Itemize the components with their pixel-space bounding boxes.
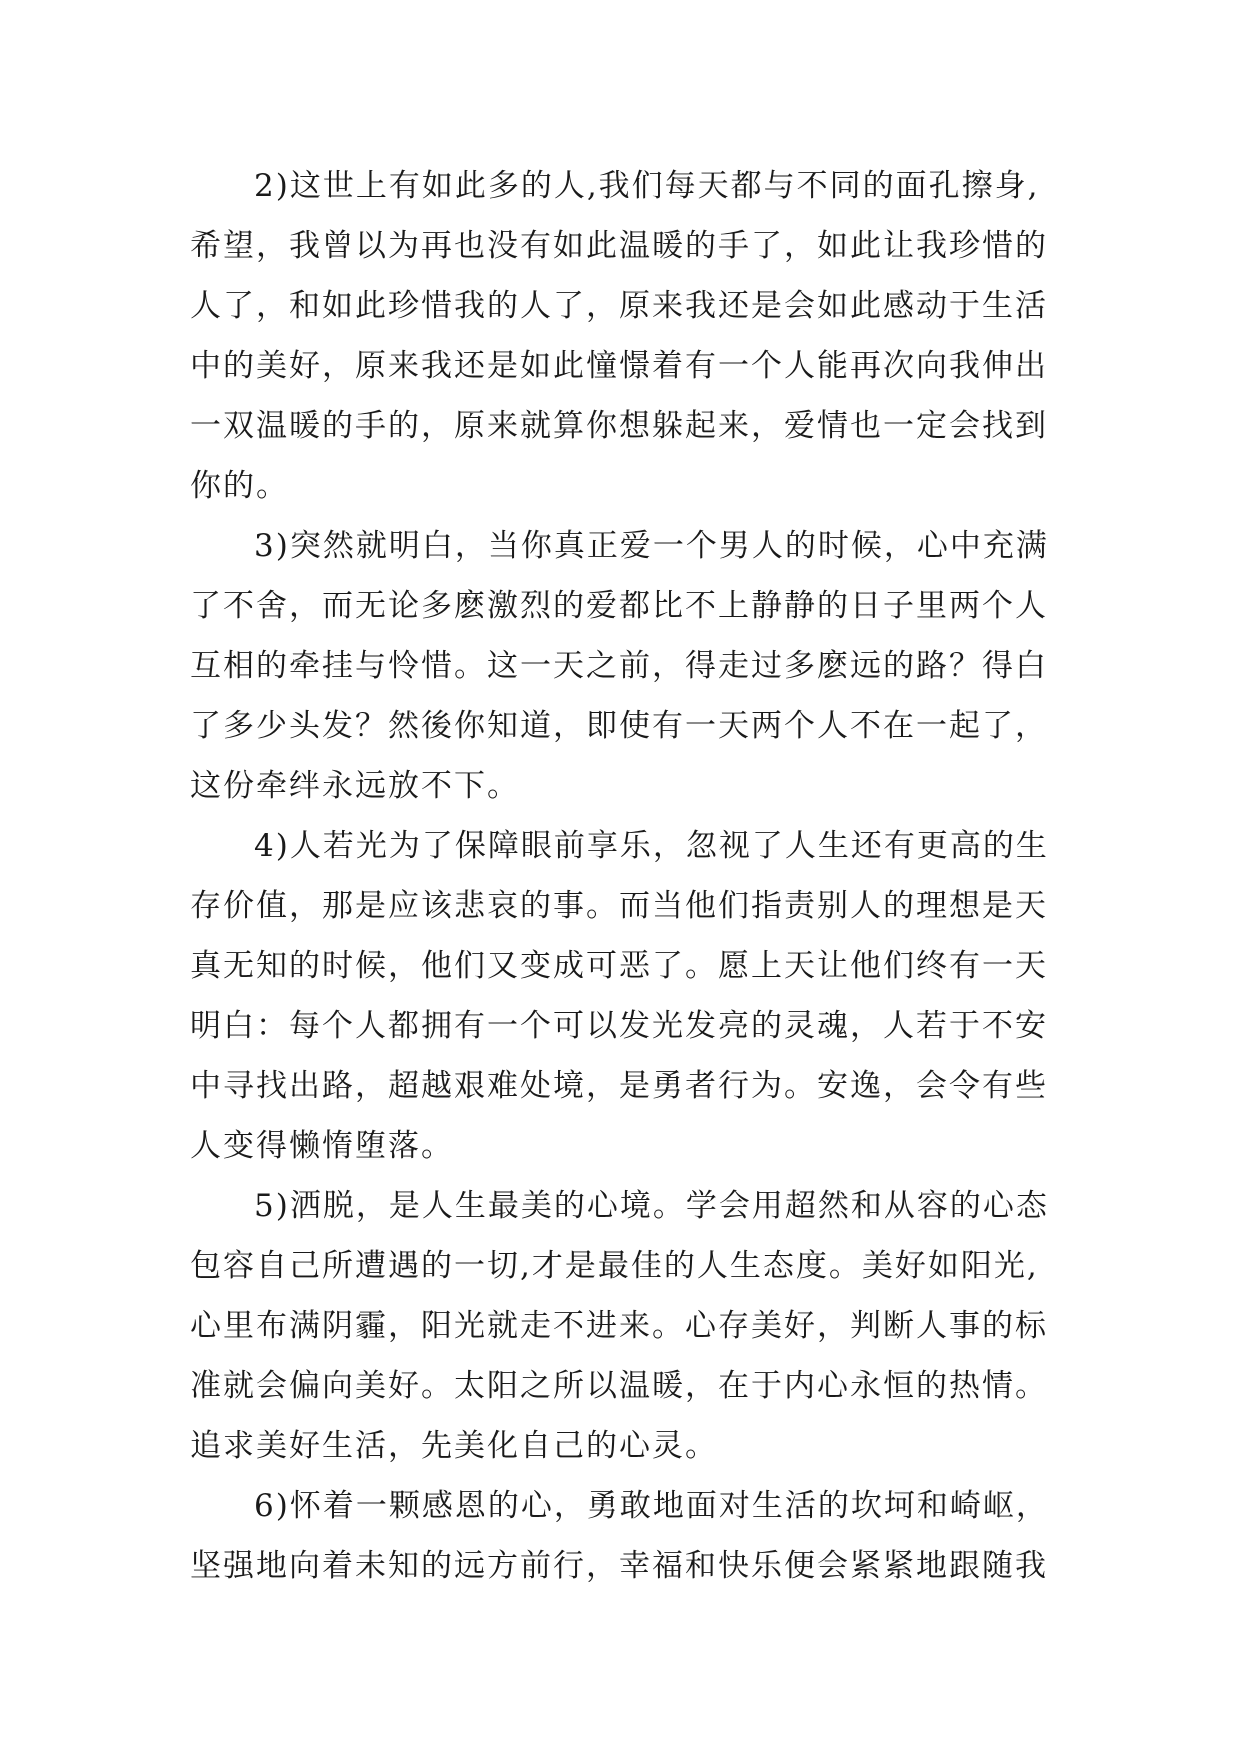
- text-line: 明白：每个人都拥有一个可以发光发亮的灵魂，人若于不安: [190, 1008, 1048, 1044]
- text-line: 互相的牵挂与怜惜。这一天之前，得走过多麽远的路？得白: [190, 648, 1048, 684]
- text-line: 4)人若光为了保障眼前享乐，忽视了人生还有更高的生: [254, 828, 1049, 864]
- text-line: 存价值，那是应该悲哀的事。而当他们指责别人的理想是天: [190, 888, 1048, 924]
- text-line: 了多少头发？然後你知道，即使有一天两个人不在一起了，: [190, 708, 1048, 744]
- text-line: 2)这世上有如此多的人,我们每天都与不同的面孔擦身,: [254, 168, 1040, 204]
- text-line: 你的。: [190, 468, 289, 504]
- text-line: 坚强地向着未知的远方前行，幸福和快乐便会紧紧地跟随我: [190, 1548, 1048, 1584]
- text-line: 真无知的时候，他们又变成可恶了。愿上天让他们终有一天: [190, 948, 1048, 984]
- text-line: 追求美好生活，先美化自己的心灵。: [190, 1428, 718, 1464]
- text-line: 一双温暖的手的，原来就算你想躲起来，爱情也一定会找到: [190, 408, 1048, 444]
- text-line: 中寻找出路，超越艰难处境，是勇者行为。安逸，会令有些: [190, 1068, 1048, 1104]
- text-line: 人变得懒惰堕落。: [190, 1128, 454, 1164]
- text-line: 3)突然就明白，当你真正爱一个男人的时候，心中充满: [254, 528, 1049, 564]
- text-line: 心里布满阴霾，阳光就走不进来。心存美好，判断人事的标: [190, 1308, 1048, 1344]
- text-line: 了不舍，而无论多麽激烈的爱都比不上静静的日子里两个人: [190, 588, 1048, 624]
- paragraph-6: [190, 1476, 1090, 1596]
- paragraph-5: [190, 1176, 1090, 1476]
- text-line: 6)怀着一颗感恩的心，勇敢地面对生活的坎坷和崎岖，: [254, 1488, 1049, 1524]
- document-body: [190, 156, 1090, 1596]
- text-line: 准就会偏向美好。太阳之所以温暖，在于内心永恒的热情。: [190, 1368, 1048, 1404]
- text-line: 包容自己所遭遇的一切,才是最佳的人生态度。美好如阳光,: [190, 1248, 1039, 1284]
- text-line: 中的美好，原来我还是如此憧憬着有一个人能再次向我伸出: [190, 348, 1048, 384]
- paragraph-2: [190, 156, 1090, 516]
- text-line: 人了，和如此珍惜我的人了，原来我还是会如此感动于生活: [190, 288, 1048, 324]
- paragraph-4: [190, 816, 1090, 1176]
- text-line: 5)洒脱，是人生最美的心境。学会用超然和从容的心态: [254, 1188, 1049, 1224]
- paragraph-3: [190, 516, 1090, 816]
- text-line: 希望，我曾以为再也没有如此温暖的手了，如此让我珍惜的: [190, 228, 1048, 264]
- text-line: 这份牵绊永远放不下。: [190, 768, 520, 804]
